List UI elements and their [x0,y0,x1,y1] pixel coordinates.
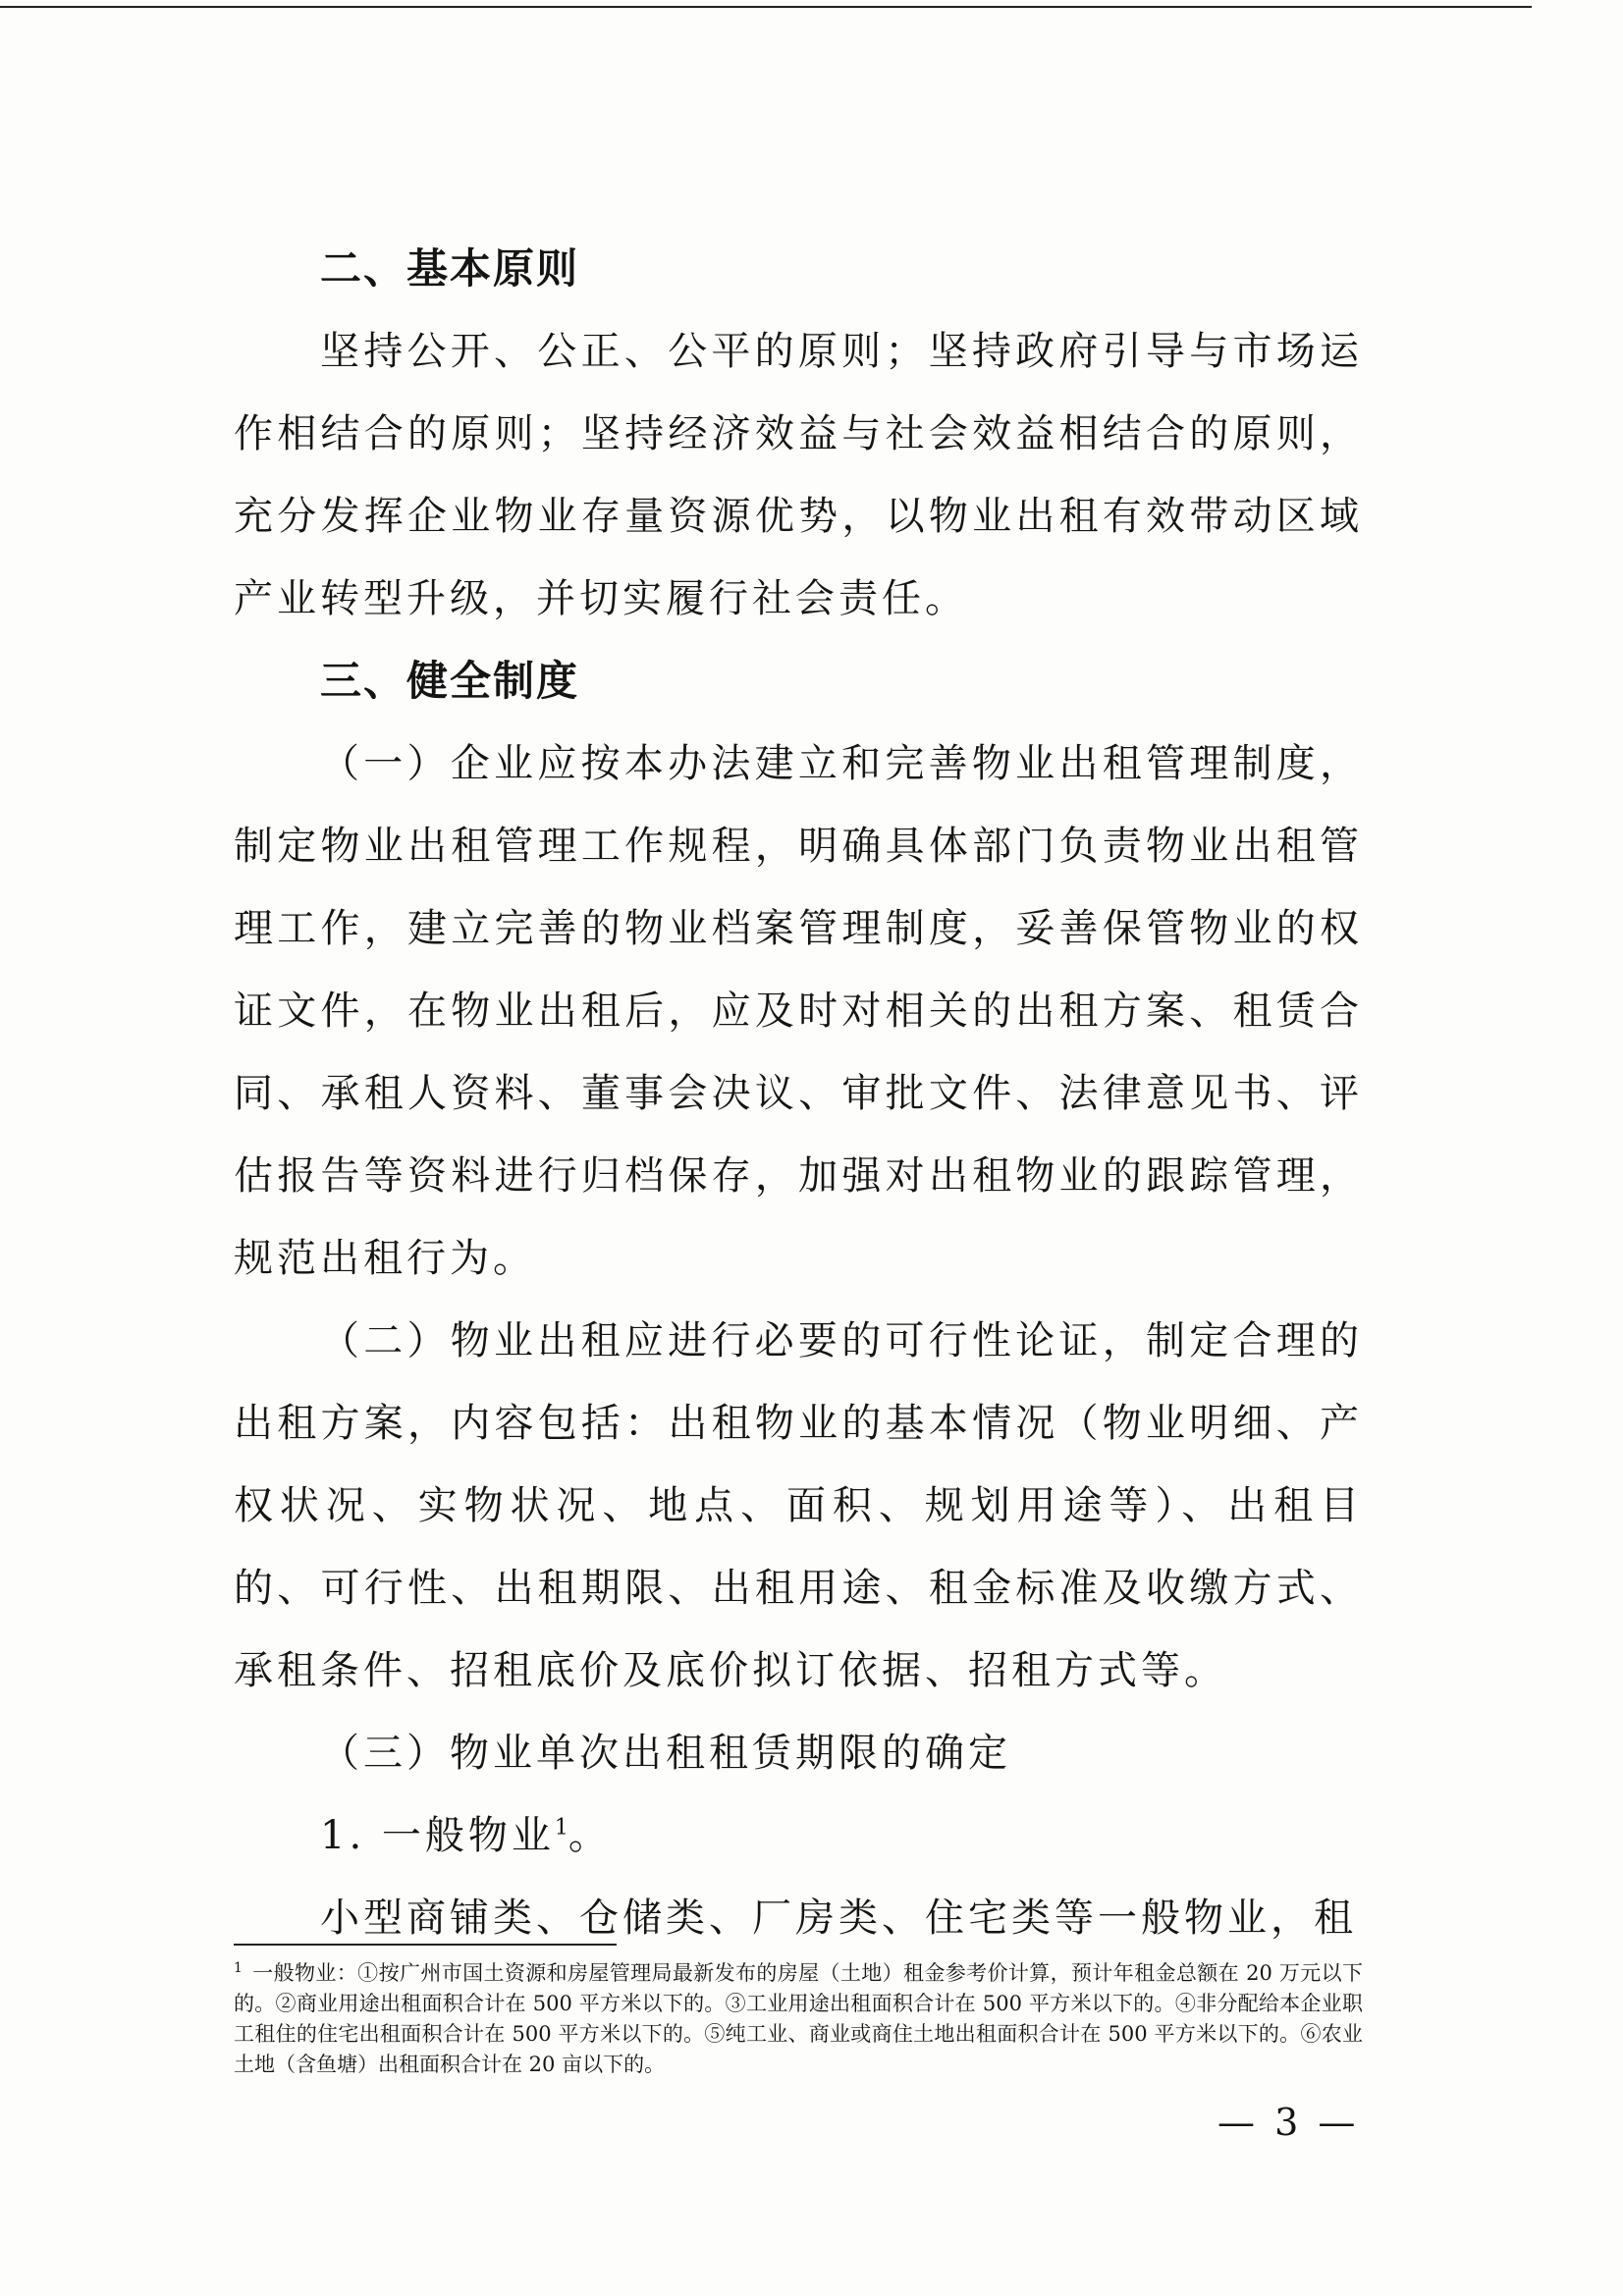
section-heading-system: 三、健全制度 [320,657,580,705]
footnote-rule [234,1944,617,1946]
paragraph-rental-plan: （二）物业出租应进行必要的可行性论证，制定合理的出租方案，内容包括：出租物业的基本情况（物业明细、产权状况、实物状况、地点、面积、规划用途等）、出租目的、可行性、出租期限、出租用途、租金标准及收缴方式、承租条件、招租底价及底价拟订依据、招租方式等。 [234,1318,1363,1693]
paragraph-principles: 坚持公开、公正、公平的原则；坚持政府引导与市场运作相结合的原则；坚持经济效益与社会效益相结合的原则，充分发挥企业物业存量资源优势，以物业出租有效带动区域产业转型升级，并切实履行社会责任。 [234,329,1363,621]
footnote-reference[interactable]: 1 [554,1815,568,1841]
page-number: — 3 — [1217,2101,1360,2144]
list-item-general-property [234,1794,1363,1877]
paragraph-lease-term: （三）物业单次出租租赁期限的确定 [320,1731,1011,1776]
paragraph-general-property: 小型商铺类、仓储类、厂房类、住宅类等一般物业，租 [320,1896,1357,1941]
footnote [234,1953,1363,2080]
body-text [234,228,1363,1959]
list-item-label: 1. 一般物业 [320,1813,555,1858]
section-heading-principles: 二、基本原则 [320,244,580,293]
footnote-mark: 1 [234,1960,243,1976]
paragraph-management-system: （一）企业应按本办法建立和完善物业出租管理制度，制定物业出租管理工作规程，明确具体部门负责物业出租管理工作，建立完善的物业档案管理制度，妥善保管物业的权证文件，在物业出租后，应及时对相关的出租方案、租赁合同、承租人资料、董事会决议、审批文件、法律意见书、评估报告等资料进行归档保存，加强对出租物业的跟踪管理，规范出租行为。 [234,741,1363,1281]
footnote-text: 一般物业：①按广州市国土资源和房屋管理局最新发布的房屋（土地）租金参考价计算，预计年租金总额在 20 万元以下的。②商业用途出租面积合计在 500 平方米以下的。③工业用途出租面积合计在 500 平方米以下的。④非分配给本企业职工租住的住宅出租面积合计在 500 平方米以下的。⑤纯工业、商业或商住土地出租面积合计在 500 平方米以下的。⑥农业土地（含鱼塘）出租面积合计在 20 亩以下的。 [234,1961,1363,2076]
top-rule [0,6,1532,8]
list-item-punct: 。 [568,1813,612,1858]
